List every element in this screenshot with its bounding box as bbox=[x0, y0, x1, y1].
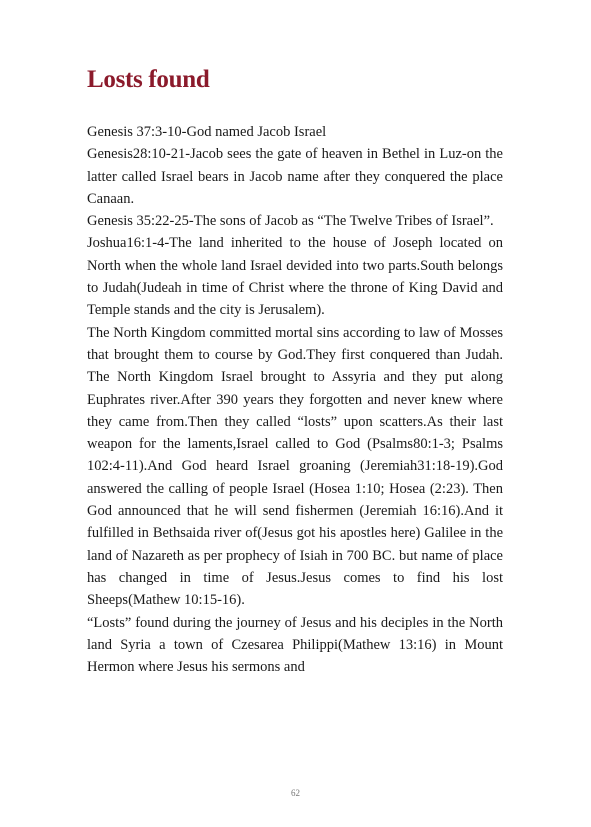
paragraph-genesis-28: Genesis28:10-21-Jacob sees the gate of heaven in Bethel in Luz-on the latter called Israel bears in Jacob name after they conquered the place Canaan. bbox=[87, 146, 503, 207]
paragraph-genesis-35: Genesis 35:22-25-The sons of Jacob as “The Twelve Tribes of Israel”. bbox=[87, 213, 494, 230]
page-number: 62 bbox=[291, 788, 300, 798]
paragraph-losts-found: “Losts” found during the journey of Jesus and his deciples in the North land Syria a town of Czesarea Philippi(Mathew 13:16) in Mount Hermon where Jesus his sermons and bbox=[87, 614, 503, 676]
paragraph-north-kingdom: The North Kingdom committed mortal sins according to law of Mosses that brought them to course by God.They first conquered than Judah. The North Kingdom Israel brought to Assyria and they put along Euphrates river.After 390 years they forgotten and never knew where they came from.Then they called “losts” upon scatters.As their last weapon for the laments,Israel called to God (Psalms80:1-3; Psalms 102:4-11).And God heard Israel groaning (Jeremiah31:18-19).God answered the calling of people Israel (Hosea 1:10; Hosea (2:23). Then God announced that he will send fishermen (Jeremiah 16:16).And it fulfilled in Bethsaida river of(Jesus got his apostles here) Galilee in the land of Nazareth as per prophecy of Isiah in 700 BC. but name of place has changed in time of Jesus.Jesus comes to find his lost Sheeps(Mathew 10:15-16). bbox=[87, 324, 503, 609]
paragraph-joshua-16: Joshua16:1-4-The land inherited to the house of Joseph located on North when the whole land Israel devided into two parts.South belongs to Judah(Judeah in time of Christ where the throne of King David and Temple stands and the city is Jerusalem). bbox=[87, 235, 503, 319]
paragraph-genesis-37: Genesis 37:3-10-God named Jacob Israel bbox=[87, 124, 327, 140]
body-text bbox=[87, 121, 503, 678]
page-title: Losts found bbox=[87, 66, 210, 93]
